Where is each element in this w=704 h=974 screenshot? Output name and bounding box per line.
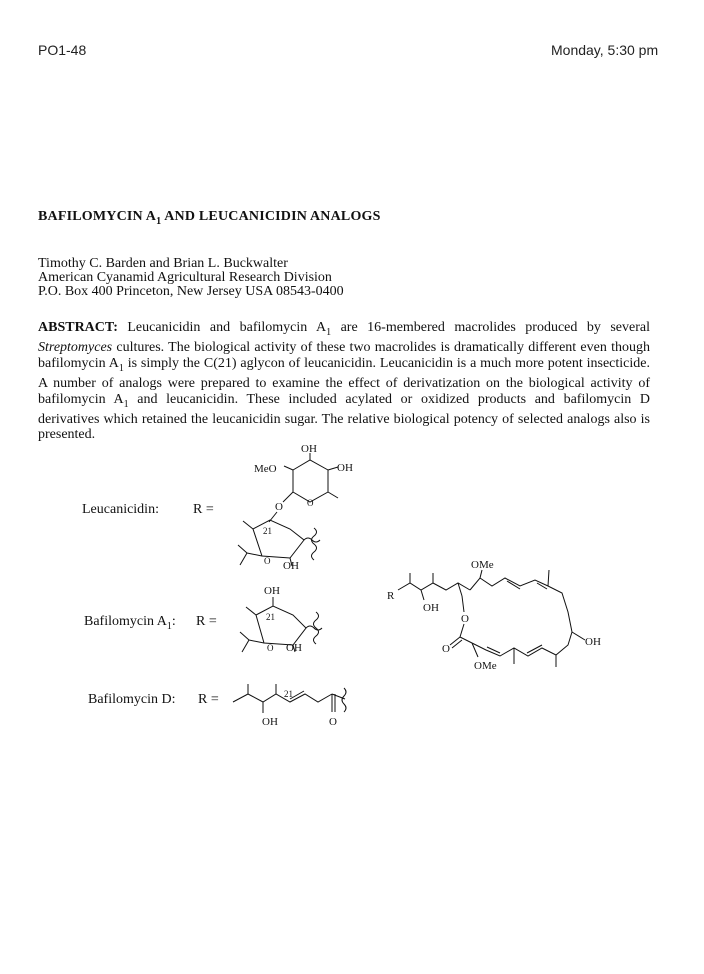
ester-bond-1 xyxy=(462,596,464,612)
label-r-eq-2: R = xyxy=(196,614,217,629)
sugar-methyl xyxy=(328,492,338,498)
macrolide-ome-bottom: OMe xyxy=(474,660,497,672)
title-sub: 1 xyxy=(156,215,162,227)
macrolide-oh-left: OH xyxy=(423,602,439,614)
title-rest: AND LEUCANICIDIN ANALOGS xyxy=(161,209,381,224)
pyran-methyl-2 xyxy=(246,607,256,615)
pyran-o-1: O xyxy=(264,556,271,566)
macrolide-oh-bond xyxy=(421,590,424,600)
glycoside-o: O xyxy=(275,501,283,513)
label-leucanicidin: Leucanicidin: xyxy=(82,502,159,517)
label-bafa1-colon: : xyxy=(171,614,176,629)
ester-carbonyl-o: O xyxy=(442,643,450,655)
label-r-eq-3: R = xyxy=(198,692,219,707)
d-chain xyxy=(233,694,332,702)
abstract-sub-3: 1 xyxy=(123,398,129,410)
pyran-chain-2b xyxy=(240,632,249,640)
label-r-eq-1: R = xyxy=(193,502,214,517)
macrolide-ome-bond-top xyxy=(480,570,482,578)
sugar-ring xyxy=(293,460,328,502)
author-names: Timothy C. Barden and Brian L. Buckwalter xyxy=(38,256,288,271)
macrolide-structure xyxy=(387,559,601,672)
macrolide-ring xyxy=(470,578,572,656)
label-bafilomycin-d: Bafilomycin D: xyxy=(88,692,176,707)
abstract-italic: Streptomyces xyxy=(38,340,113,356)
macrolide-r: R xyxy=(387,590,395,602)
ester-carbonyl-1 xyxy=(450,637,460,645)
sugar-oh-top: OH xyxy=(301,443,317,455)
d-carbonyl-o: O xyxy=(329,716,337,728)
abstract-sub-2: 1 xyxy=(118,362,124,374)
macrolide-double-2 xyxy=(537,583,547,589)
author-affiliation: American Cyanamid Agricultural Research Division xyxy=(38,270,332,285)
macrolide-methyl-top xyxy=(548,570,549,586)
sugar-meo: MeO xyxy=(254,463,277,475)
macrolide-oh-right-bond xyxy=(572,632,585,640)
sugar-ring-o: O xyxy=(307,498,314,508)
abstract-text-5: and leucanicidin. These included acylated or oxidized products and bafilomycin D derivatives which retained the leucanicidin sugar. The relative biological potency of selected analogs also is presented. xyxy=(38,391,650,443)
macrolide-double-4 xyxy=(487,647,500,653)
title-main: BAFILOMYCIN A xyxy=(38,209,157,224)
macrolide-oh-right: OH xyxy=(585,636,601,648)
glycoside-bond xyxy=(283,492,293,502)
pyran-methyl-1 xyxy=(243,521,253,529)
pyran-c21-label-1: 21 xyxy=(263,526,272,536)
pyran-o-2: O xyxy=(267,643,274,653)
macrolide-ome-top: OMe xyxy=(471,559,494,571)
d-c21-label: 21 xyxy=(284,689,293,699)
pyran-c21-label-2: 21 xyxy=(266,612,275,622)
a1-oh-top: OH xyxy=(264,585,280,597)
pyran-chain-1b xyxy=(238,545,247,553)
ester-carbonyl-2 xyxy=(452,640,462,648)
header-right-time: Monday, 5:30 pm xyxy=(551,42,659,58)
header-left-code: PO1-48 xyxy=(38,42,87,58)
pyran-oh-2: OH xyxy=(286,642,302,654)
pyran-ring-2 xyxy=(256,606,306,645)
ester-bond-2 xyxy=(460,624,464,637)
pyran-ring-1 xyxy=(253,520,304,558)
abstract-text-2: are 16-membered macrolides produced by several xyxy=(331,320,650,335)
bafilomycin-d-structure xyxy=(233,684,346,728)
label-bafa1-text: Bafilomycin A xyxy=(84,614,167,629)
pyran-chain-1c xyxy=(240,553,247,565)
pyran-oh-1: OH xyxy=(283,560,299,572)
wavy-bond-1 xyxy=(312,528,317,560)
abstract-sub-1: 1 xyxy=(326,326,332,338)
abstract-text-3: cultures. The biological activity of these two macrolides is dramatically different even though bafilomycin A xyxy=(38,340,650,371)
ester-o: O xyxy=(461,613,469,625)
sugar-meo-bond xyxy=(284,466,293,470)
pyran-chain-1a xyxy=(247,553,262,556)
bafilomycin-a1-structure xyxy=(240,585,322,654)
abstract-text-4: is simply the C(21) aglycon of leucanicidin. Leucanicidin is a much more potent insecticide. A number of analogs were prepared to examine the effect of derivatization on the biological activity of bafilomycin A xyxy=(38,355,650,407)
leucanicidin-structure xyxy=(238,443,353,572)
label-bafa1-sub: 1 xyxy=(166,620,172,632)
pyran-chain-2a xyxy=(249,640,264,643)
sugar-oh-right: OH xyxy=(337,462,353,474)
d-oh: OH xyxy=(262,716,278,728)
abstract-label: ABSTRACT: xyxy=(38,320,118,335)
author-address: P.O. Box 400 Princeton, New Jersey USA 08543-0400 xyxy=(38,284,344,299)
abstract-text-1: Leucanicidin and bafilomycin A xyxy=(117,320,327,335)
wavy-bond-3 xyxy=(342,688,346,712)
pyran-chain-2c xyxy=(242,640,249,652)
